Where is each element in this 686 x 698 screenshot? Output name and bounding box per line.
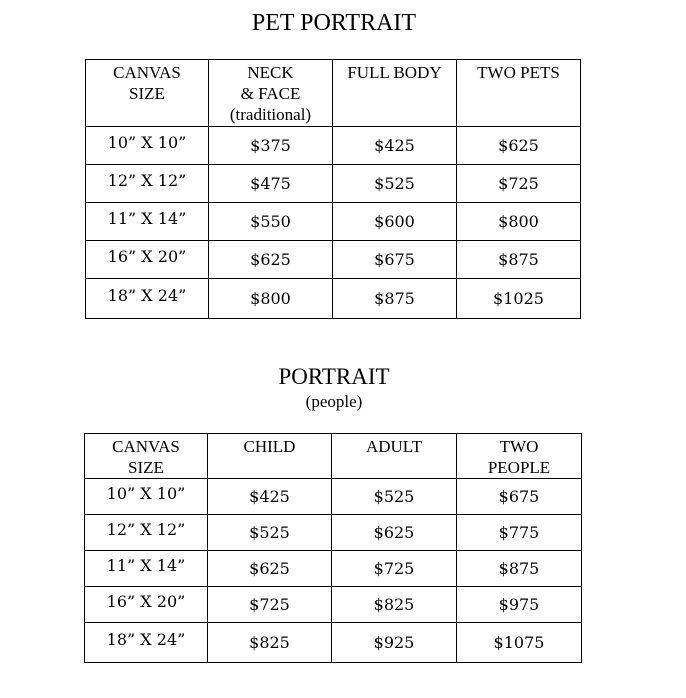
price-cell: $875: [457, 551, 582, 587]
header-two-pets: [457, 60, 581, 127]
people-portrait-title: PORTRAIT: [278, 364, 390, 389]
price-cell: $975: [457, 587, 582, 623]
table-row: [86, 241, 581, 279]
price-cell: $675: [333, 241, 457, 279]
header-canvas-size: [86, 60, 209, 127]
canvas-size-cell: 12” X 12”: [85, 515, 208, 551]
price-cell: $625: [332, 515, 457, 551]
pet-portrait-price-table: [85, 59, 581, 319]
table-row: [86, 203, 581, 241]
header-line: (traditional): [229, 105, 312, 124]
header-child: [208, 434, 332, 479]
header-neck-face: [209, 60, 333, 127]
table-header-row: [86, 60, 581, 127]
price-cell: $600: [333, 203, 457, 241]
price-cell: $1075: [457, 623, 582, 663]
price-cell: $475: [209, 165, 333, 203]
price-cell: $425: [208, 479, 332, 515]
header-canvas-size: [85, 434, 208, 479]
header-line: ADULT: [365, 437, 423, 456]
price-cell: $875: [333, 279, 457, 319]
header-line: FULL BODY: [347, 63, 442, 82]
header-line: CANVAS: [113, 63, 181, 82]
price-cell: $625: [209, 241, 333, 279]
price-cell: $525: [332, 479, 457, 515]
header-line: & FACE: [240, 84, 301, 103]
price-cell: $1025: [457, 279, 581, 319]
price-cell: $725: [208, 587, 332, 623]
canvas-size-cell: 18” X 24”: [86, 279, 209, 319]
header-line: CHILD: [243, 437, 296, 456]
price-cell: $625: [208, 551, 332, 587]
canvas-size-cell: 10” X 10”: [85, 479, 208, 515]
table-row: [86, 165, 581, 203]
header-line: TWO PETS: [477, 63, 560, 82]
canvas-size-cell: 16” X 20”: [85, 587, 208, 623]
price-cell: $625: [457, 127, 581, 165]
price-cell: $925: [332, 623, 457, 663]
header-adult: [332, 434, 457, 479]
price-cell: $375: [209, 127, 333, 165]
table-row: [86, 127, 581, 165]
price-cell: $425: [333, 127, 457, 165]
canvas-size-cell: 12” X 12”: [86, 165, 209, 203]
canvas-size-cell: 11” X 14”: [85, 551, 208, 587]
table-row: [85, 551, 582, 587]
table-row: [85, 623, 582, 663]
table-row: [85, 587, 582, 623]
header-full-body: [333, 60, 457, 127]
pet-portrait-title: PET PORTRAIT: [251, 10, 417, 36]
price-cell: $725: [332, 551, 457, 587]
price-cell: $825: [208, 623, 332, 663]
price-cell: $800: [457, 203, 581, 241]
price-cell: $550: [209, 203, 333, 241]
table-row: [86, 279, 581, 319]
price-cell: $800: [209, 279, 333, 319]
header-line: NECK: [247, 63, 294, 82]
price-cell: $725: [457, 165, 581, 203]
header-two-people: [457, 434, 582, 479]
people-portrait-price-table: [84, 433, 582, 663]
header-line: TWO: [499, 437, 539, 456]
people-portrait-subtitle: (people): [305, 392, 363, 411]
price-cell: $775: [457, 515, 582, 551]
price-cell: $825: [332, 587, 457, 623]
header-line: PEOPLE: [487, 458, 551, 477]
table-row: [85, 479, 582, 515]
header-line: SIZE: [128, 458, 164, 477]
canvas-size-cell: 18” X 24”: [85, 623, 208, 663]
canvas-size-cell: 10” X 10”: [86, 127, 209, 165]
table-header-row: [85, 434, 582, 479]
price-cell: $875: [457, 241, 581, 279]
price-cell: $525: [333, 165, 457, 203]
canvas-size-cell: 11” X 14”: [86, 203, 209, 241]
canvas-size-cell: 16” X 20”: [86, 241, 209, 279]
price-cell: $525: [208, 515, 332, 551]
price-cell: $675: [457, 479, 582, 515]
table-row: [85, 515, 582, 551]
header-line: CANVAS: [112, 437, 180, 456]
header-line: SIZE: [129, 84, 165, 103]
